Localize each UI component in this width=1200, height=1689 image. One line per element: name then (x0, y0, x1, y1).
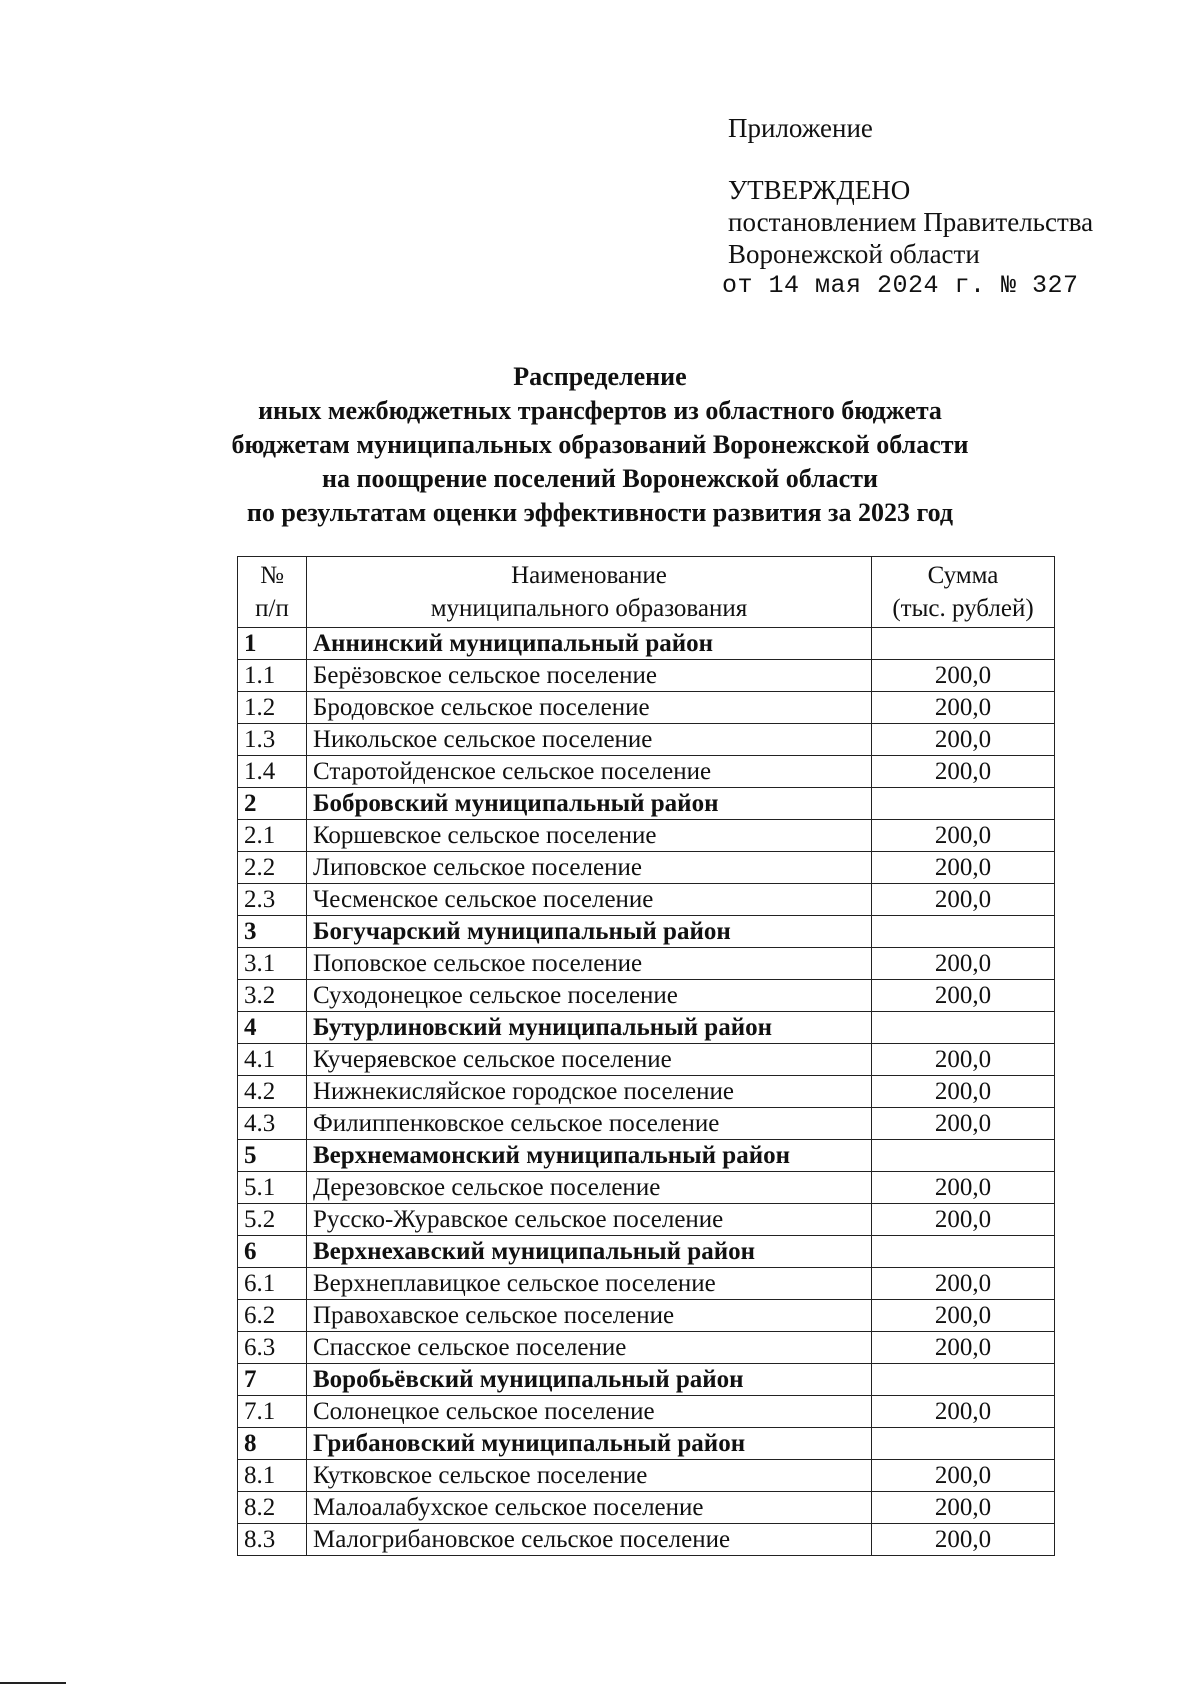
title-line-3: бюджетам муниципальных образований Воронежской области (231, 430, 969, 459)
table-row (238, 948, 1055, 980)
row-name: Верхнемамонский муниципальный район (307, 1140, 872, 1172)
row-number: 5.2 (238, 1204, 307, 1236)
row-number: 8.2 (238, 1492, 307, 1524)
row-number: 6.1 (238, 1268, 307, 1300)
row-number: 2 (238, 788, 307, 820)
row-sum: 200,0 (872, 1268, 1055, 1300)
table-row (238, 1076, 1055, 1108)
title-line-4: на поощрение поселений Воронежской области (322, 464, 878, 493)
district-row (238, 1236, 1055, 1268)
row-sum: 200,0 (872, 852, 1055, 884)
row-number: 1 (238, 628, 307, 660)
row-sum (872, 788, 1055, 820)
row-sum (872, 628, 1055, 660)
appendix-label: Приложение (728, 113, 873, 143)
row-number: 6 (238, 1236, 307, 1268)
table-row (238, 1204, 1055, 1236)
table-row (238, 1044, 1055, 1076)
approved-by-line: постановлением Правительства (728, 207, 1094, 237)
table-row (238, 1108, 1055, 1140)
row-sum: 200,0 (872, 1524, 1055, 1556)
header-sum-line-1: Сумма (927, 562, 999, 589)
header-number-line-1: № (260, 562, 284, 589)
row-sum: 200,0 (872, 692, 1055, 724)
row-sum: 200,0 (872, 1044, 1055, 1076)
table-row (238, 1268, 1055, 1300)
row-sum (872, 916, 1055, 948)
row-name: Дерезовское сельское поселение (307, 1172, 872, 1204)
row-number: 2.3 (238, 884, 307, 916)
document-title (100, 360, 1100, 530)
district-row (238, 1428, 1055, 1460)
table-row (238, 1172, 1055, 1204)
row-number: 2.2 (238, 852, 307, 884)
row-name: Спасское сельское поселение (307, 1332, 872, 1364)
table-row (238, 852, 1055, 884)
table-header-row (238, 557, 1055, 628)
row-number: 8 (238, 1428, 307, 1460)
distribution-table (237, 556, 1055, 1556)
row-sum (872, 1364, 1055, 1396)
row-name: Старотойденское сельское поселение (307, 756, 872, 788)
row-sum: 200,0 (872, 1108, 1055, 1140)
table-row (238, 1524, 1055, 1556)
row-number: 4.1 (238, 1044, 307, 1076)
header-number (238, 557, 307, 628)
row-number: 5.1 (238, 1172, 307, 1204)
row-sum: 200,0 (872, 724, 1055, 756)
table-row (238, 820, 1055, 852)
row-name: Чесменское сельское поселение (307, 884, 872, 916)
table-row (238, 980, 1055, 1012)
title-line-2: иных межбюджетных трансфертов из областного бюджета (258, 396, 942, 425)
table-row (238, 660, 1055, 692)
district-row (238, 1140, 1055, 1172)
row-number: 8.1 (238, 1460, 307, 1492)
row-name: Бродовское сельское поселение (307, 692, 872, 724)
row-name: Воробьёвский муниципальный район (307, 1364, 872, 1396)
row-sum: 200,0 (872, 980, 1055, 1012)
row-name: Малогрибановское сельское поселение (307, 1524, 872, 1556)
table-row (238, 1492, 1055, 1524)
row-name: Коршевское сельское поселение (307, 820, 872, 852)
row-sum: 200,0 (872, 948, 1055, 980)
row-name: Берёзовское сельское поселение (307, 660, 872, 692)
decree-date-number: от 14 мая 2024 г. № 327 (722, 271, 1079, 300)
approved-label: УТВЕРЖДЕНО (728, 175, 911, 205)
approved-region-line: Воронежской области (728, 239, 980, 269)
row-sum: 200,0 (872, 660, 1055, 692)
row-sum: 200,0 (872, 884, 1055, 916)
row-name: Липовское сельское поселение (307, 852, 872, 884)
row-name: Филиппенковское сельское поселение (307, 1108, 872, 1140)
district-row (238, 628, 1055, 660)
row-name: Никольское сельское поселение (307, 724, 872, 756)
row-name: Богучарский муниципальный район (307, 916, 872, 948)
row-number: 1.4 (238, 756, 307, 788)
header-name (307, 557, 872, 628)
row-number: 7 (238, 1364, 307, 1396)
row-sum: 200,0 (872, 1396, 1055, 1428)
row-name: Бутурлиновский муниципальный район (307, 1012, 872, 1044)
row-name: Грибановский муниципальный район (307, 1428, 872, 1460)
table-row (238, 1300, 1055, 1332)
table-body (238, 628, 1055, 1556)
approval-block (722, 112, 1094, 302)
row-sum (872, 1428, 1055, 1460)
row-name: Кутковское сельское поселение (307, 1460, 872, 1492)
row-name: Русско-Журавское сельское поселение (307, 1204, 872, 1236)
table-row (238, 1332, 1055, 1364)
table-row (238, 756, 1055, 788)
row-name: Верхнеплавицкое сельское поселение (307, 1268, 872, 1300)
row-name: Солонецкое сельское поселение (307, 1396, 872, 1428)
row-name: Кучеряевское сельское поселение (307, 1044, 872, 1076)
row-sum (872, 1012, 1055, 1044)
row-sum: 200,0 (872, 1300, 1055, 1332)
row-sum: 200,0 (872, 1332, 1055, 1364)
row-sum (872, 1140, 1055, 1172)
row-name: Верхнехавский муниципальный район (307, 1236, 872, 1268)
row-number: 5 (238, 1140, 307, 1172)
row-sum: 200,0 (872, 1076, 1055, 1108)
row-name: Аннинский муниципальный район (307, 628, 872, 660)
district-row (238, 916, 1055, 948)
row-number: 1.3 (238, 724, 307, 756)
title-line-5: по результатам оценки эффективности развития за 2023 год (246, 498, 954, 527)
row-sum: 200,0 (872, 756, 1055, 788)
row-number: 4.2 (238, 1076, 307, 1108)
header-name-line-2: муниципального образования (430, 595, 748, 622)
row-number: 1.2 (238, 692, 307, 724)
row-number: 4.3 (238, 1108, 307, 1140)
row-number: 6.3 (238, 1332, 307, 1364)
row-sum: 200,0 (872, 1460, 1055, 1492)
district-row (238, 788, 1055, 820)
table-row (238, 1396, 1055, 1428)
row-name: Поповское сельское поселение (307, 948, 872, 980)
table-row (238, 884, 1055, 916)
row-name: Нижнекисляйское городское поселение (307, 1076, 872, 1108)
row-number: 6.2 (238, 1300, 307, 1332)
header-number-line-2: п/п (255, 595, 289, 622)
row-name: Суходонецкое сельское поселение (307, 980, 872, 1012)
row-sum: 200,0 (872, 1204, 1055, 1236)
row-number: 1.1 (238, 660, 307, 692)
row-sum: 200,0 (872, 820, 1055, 852)
header-sum (872, 557, 1055, 628)
row-sum: 200,0 (872, 1492, 1055, 1524)
row-number: 3.1 (238, 948, 307, 980)
district-row (238, 1364, 1055, 1396)
table-row (238, 1460, 1055, 1492)
table-row (238, 724, 1055, 756)
title-line-1: Распределение (513, 362, 687, 391)
header-sum-line-2: (тыс. рублей) (892, 595, 1034, 622)
table-row (238, 692, 1055, 724)
row-sum (872, 1236, 1055, 1268)
district-row (238, 1012, 1055, 1044)
row-number: 7.1 (238, 1396, 307, 1428)
header-name-line-1: Наименование (511, 562, 667, 589)
row-sum: 200,0 (872, 1172, 1055, 1204)
row-number: 2.1 (238, 820, 307, 852)
row-number: 4 (238, 1012, 307, 1044)
row-number: 3 (238, 916, 307, 948)
row-name: Бобровский муниципальный район (307, 788, 872, 820)
row-name: Малоалабухское сельское поселение (307, 1492, 872, 1524)
footer-rule (0, 1682, 66, 1684)
row-number: 8.3 (238, 1524, 307, 1556)
row-name: Правохавское сельское поселение (307, 1300, 872, 1332)
row-number: 3.2 (238, 980, 307, 1012)
